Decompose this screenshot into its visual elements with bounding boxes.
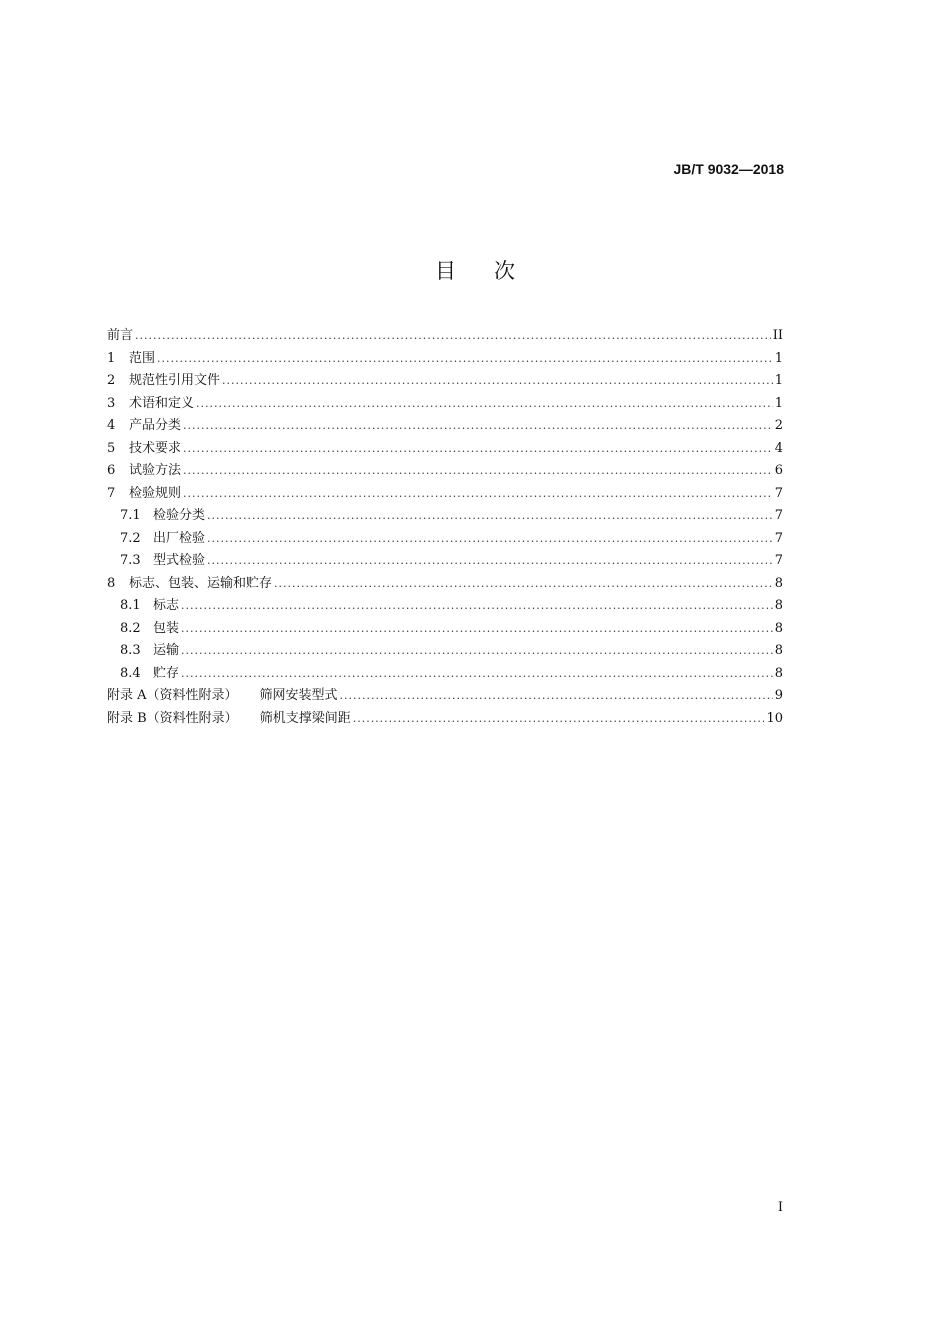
toc-entry[interactable] [107, 550, 783, 573]
toc-entry-label: 规范性引用文件 [129, 373, 221, 388]
toc-entry-number: 5 [107, 440, 116, 456]
toc-leader-dots [181, 595, 773, 618]
toc-entry-page: 7 [774, 508, 783, 523]
toc-entry-number: 8.3 [120, 643, 141, 658]
toc-entry[interactable] [107, 483, 783, 506]
table-of-contents [107, 325, 783, 730]
toc-entry[interactable] [107, 640, 783, 663]
toc-entry-page: 8 [774, 598, 783, 613]
toc-entry-number: 2 [107, 373, 116, 388]
toc-entry[interactable] [107, 663, 783, 686]
toc-entry-number: 7 [107, 485, 116, 501]
toc-entry-page: 2 [774, 418, 783, 433]
toc-entry-label: 试验方法 [129, 463, 182, 478]
toc-entry-label: 术语和定义 [129, 395, 195, 411]
toc-title: 目次 [435, 259, 553, 283]
toc-entry-label: 检验规则 [129, 485, 182, 501]
toc-entry[interactable] [107, 618, 783, 641]
toc-entry-number: 附录 A（资料性附录） [107, 688, 238, 703]
toc-leader-dots [353, 708, 765, 731]
toc-entry-number: 8.2 [120, 620, 141, 636]
toc-entry-label: 产品分类 [129, 418, 182, 433]
toc-entry[interactable] [107, 685, 783, 708]
toc-leader-dots [157, 348, 773, 371]
toc-entry-label: 前言 [107, 328, 134, 343]
toc-entry[interactable] [107, 528, 783, 551]
toc-leader-dots [135, 325, 771, 348]
toc-entry-page: 1 [774, 350, 783, 366]
toc-entry-number: 8 [107, 575, 116, 591]
toc-entry[interactable] [107, 708, 783, 731]
toc-entry[interactable] [107, 415, 783, 438]
toc-entry-number: 8.4 [120, 665, 141, 681]
toc-leader-dots [183, 438, 773, 461]
toc-entry[interactable] [107, 595, 783, 618]
toc-entry[interactable] [107, 573, 783, 596]
toc-entry-page: 9 [774, 688, 783, 703]
toc-leader-dots [183, 460, 773, 483]
toc-leader-dots [340, 685, 773, 708]
toc-entry-page: 4 [774, 440, 783, 456]
toc-entry-label: 贮存 [153, 665, 180, 681]
toc-entry-label: 包装 [153, 620, 180, 636]
toc-leader-dots [183, 483, 773, 506]
toc-leader-dots [181, 663, 773, 686]
toc-entry-page: 8 [774, 665, 783, 681]
toc-entry-page: 8 [774, 575, 783, 591]
toc-entry-page: 7 [774, 530, 783, 546]
toc-entry[interactable] [107, 460, 783, 483]
toc-entry-number: 8.1 [120, 598, 141, 613]
toc-entry-label: 标志 [153, 598, 180, 613]
toc-entry-number: 7.2 [120, 530, 141, 546]
toc-entry-number: 1 [107, 350, 116, 366]
toc-leader-dots [274, 573, 773, 596]
toc-entry-page: 8 [774, 643, 783, 658]
toc-entry[interactable] [107, 348, 783, 371]
toc-entry[interactable] [107, 325, 783, 348]
toc-leader-dots [181, 640, 773, 663]
toc-entry-page: 6 [774, 463, 783, 478]
toc-entry[interactable] [107, 505, 783, 528]
toc-entry-label: 技术要求 [129, 440, 182, 456]
toc-entry-label: 型式检验 [153, 553, 206, 568]
toc-entry-number: 7.1 [120, 508, 141, 523]
toc-entry-label: 标志、包装、运输和贮存 [129, 575, 273, 591]
toc-leader-dots [207, 505, 773, 528]
toc-entry-number: 附录 B（资料性附录） [107, 710, 238, 726]
toc-entry-page: 10 [766, 710, 783, 726]
toc-entry[interactable] [107, 393, 783, 416]
toc-leader-dots [222, 370, 773, 393]
toc-entry-number: 3 [107, 395, 116, 411]
toc-entry[interactable] [107, 370, 783, 393]
toc-entry-number: 7.3 [120, 553, 141, 568]
page-number: I [777, 1200, 783, 1215]
toc-entry-page: 8 [774, 620, 783, 636]
toc-entry-label: 运输 [153, 643, 180, 658]
toc-leader-dots [183, 415, 773, 438]
toc-leader-dots [207, 550, 773, 573]
toc-entry-label: 筛机支撑梁间距 [259, 710, 351, 726]
toc-entry-number: 4 [107, 418, 116, 433]
toc-entry-page: II [772, 328, 783, 343]
toc-entry-page: 7 [774, 553, 783, 568]
toc-entry-page: 1 [774, 395, 783, 411]
toc-leader-dots [207, 528, 773, 551]
toc-entry-page: 7 [774, 485, 783, 501]
toc-entry-label: 筛网安装型式 [259, 688, 338, 703]
toc-entry-label: 范围 [129, 350, 156, 366]
toc-entry[interactable] [107, 438, 783, 461]
toc-entry-number: 6 [107, 463, 116, 478]
toc-entry-page: 1 [774, 373, 783, 388]
toc-leader-dots [196, 393, 773, 416]
toc-entry-label: 出厂检验 [153, 530, 206, 546]
toc-leader-dots [181, 618, 773, 641]
standard-number: JB/T 9032—2018 [673, 161, 784, 177]
toc-entry-label: 检验分类 [153, 508, 206, 523]
